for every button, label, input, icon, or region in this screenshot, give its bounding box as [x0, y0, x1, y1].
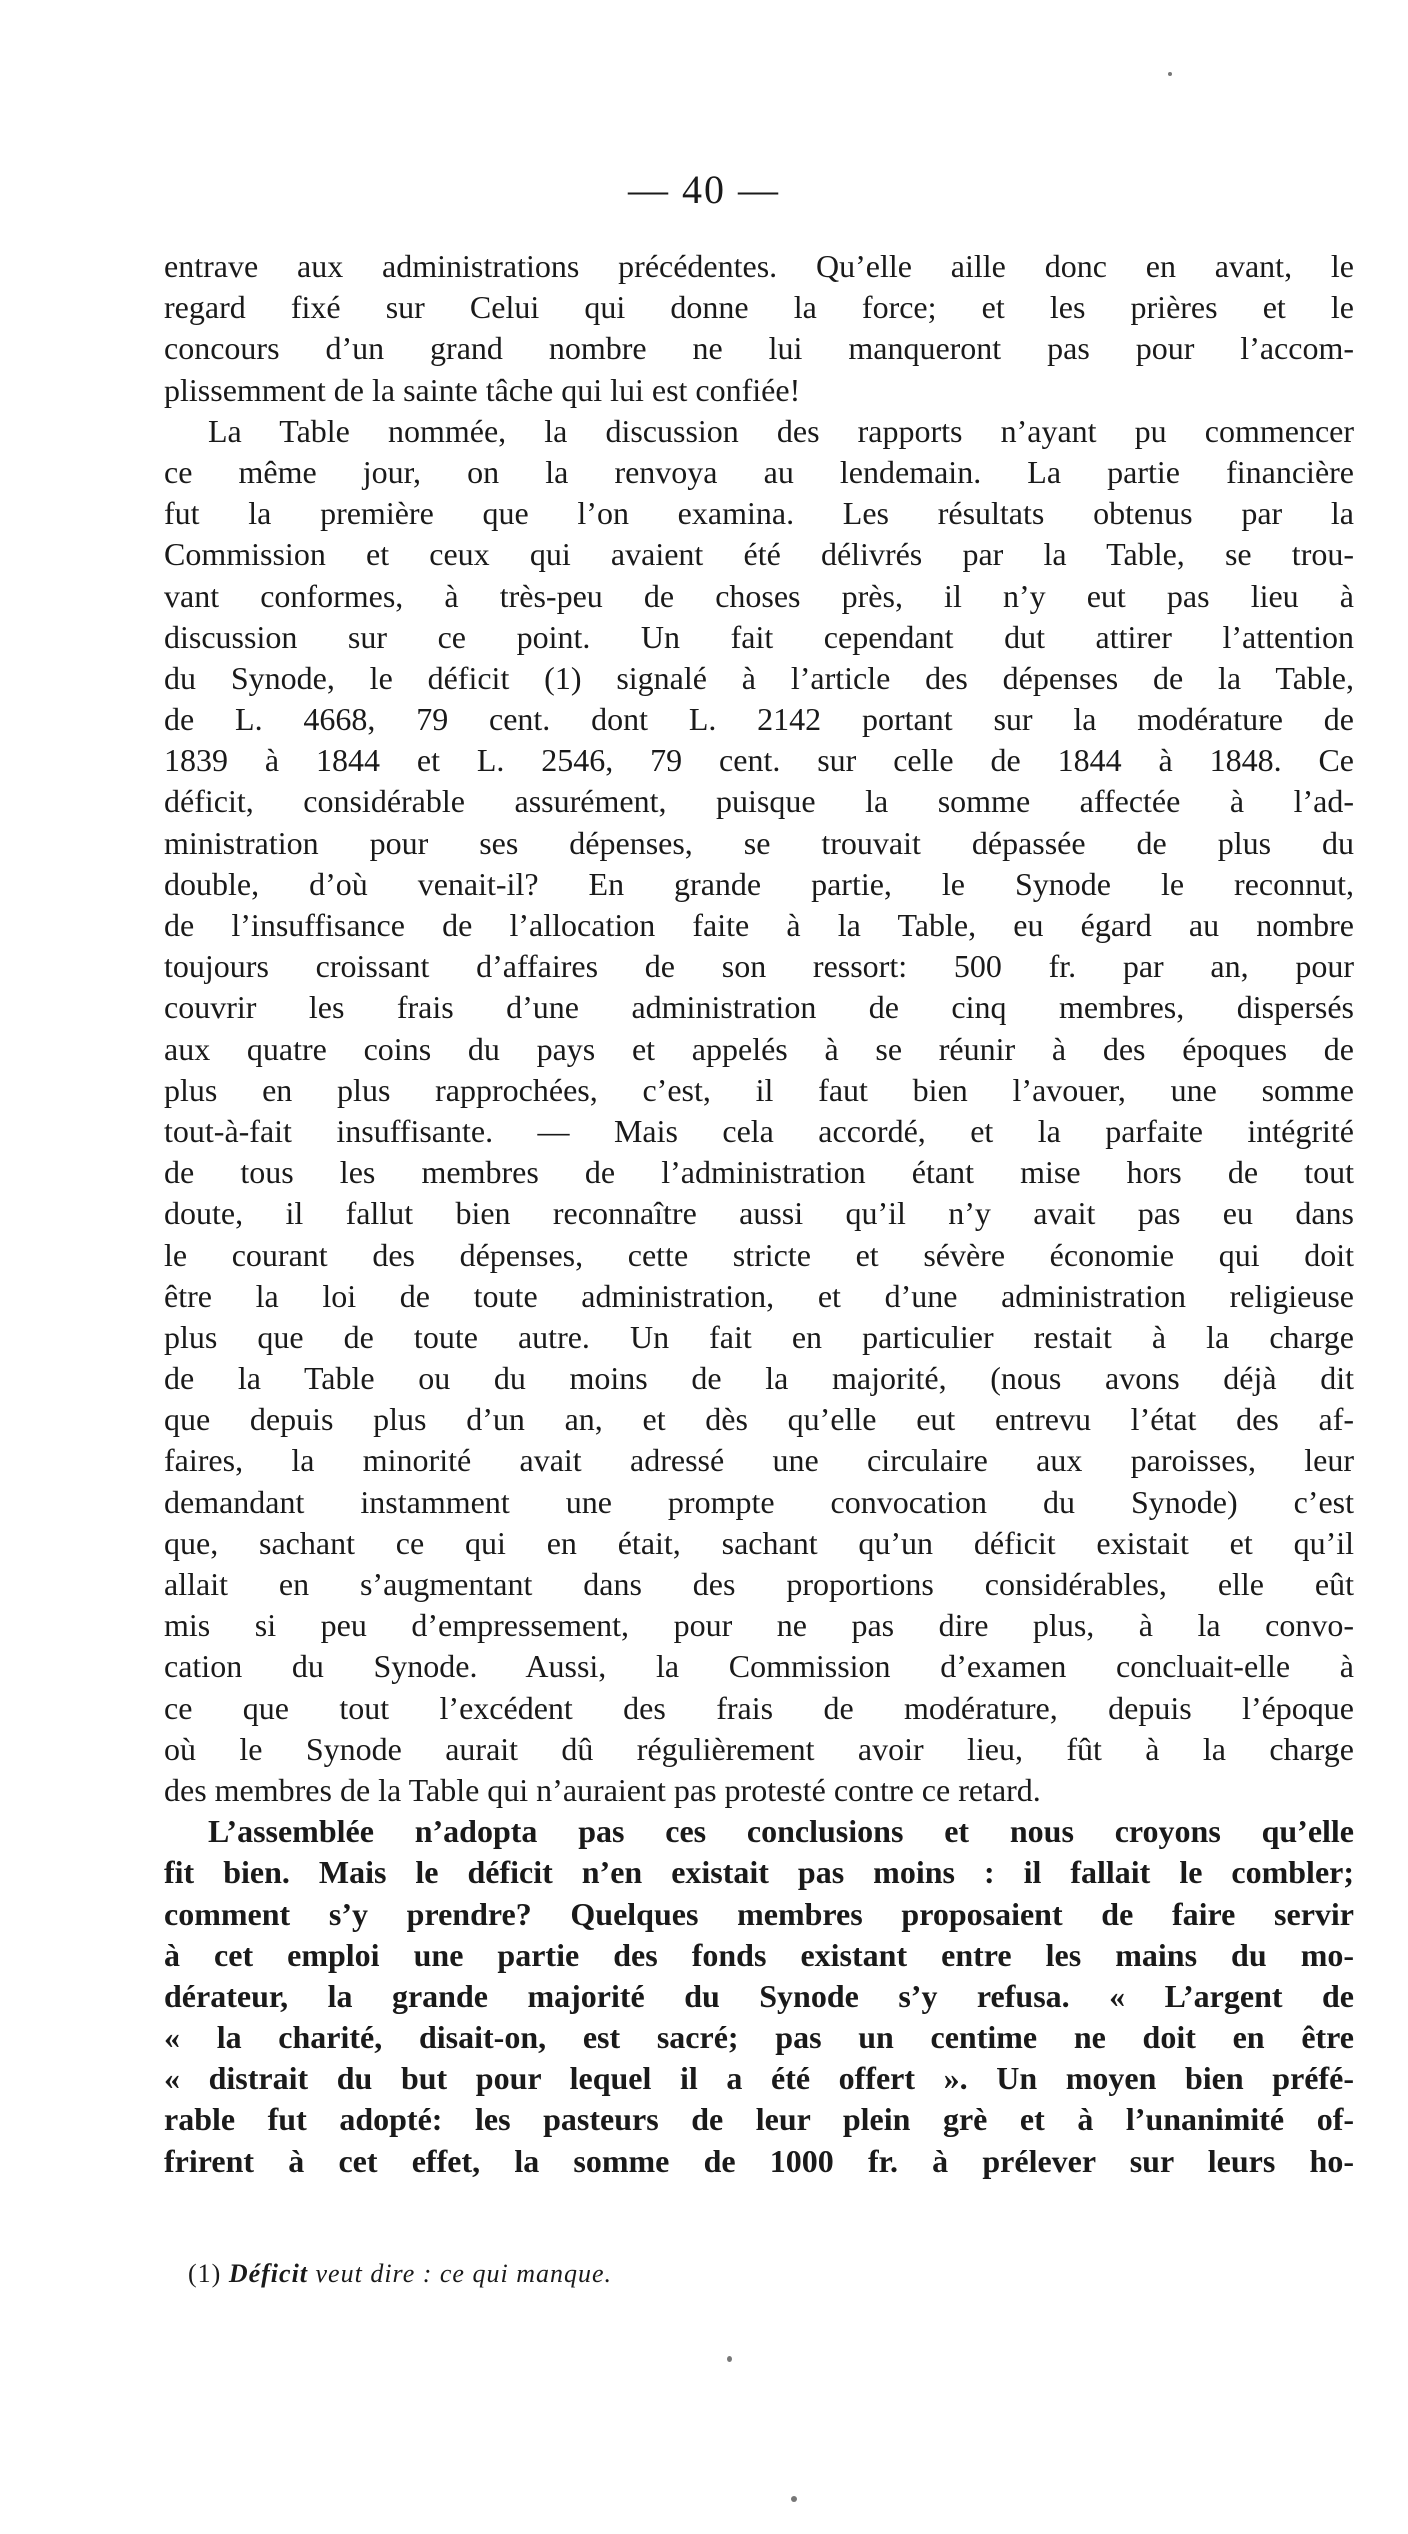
text-line: plissemment de la sainte tâche qui lui est confiée!: [164, 371, 801, 408]
text-line: regard fixé sur Celui qui donne la force; et les prières et le: [164, 289, 1354, 326]
text-line: plus que de toute autre. Un fait en particulier restait à la charge: [164, 1318, 1354, 1355]
scan-speck: [791, 2496, 797, 2502]
text-line: dérateur, la grande majorité du Synode s’y refusa. « L’argent de: [164, 1977, 1354, 2014]
text-line: de l’insuffisance de l’allocation faite à la Table, eu égard au nombre: [164, 907, 1354, 943]
text-line: tout-à-fait insuffisante. — Mais cela accordé, et la parfaite intégrité: [164, 1112, 1354, 1149]
text-line: aux quatre coins du pays et appelés à se réunir à des époques de: [164, 1030, 1354, 1067]
footnote-term: Déficit: [228, 2259, 309, 2288]
footnote-text: veut dire : ce qui manque.: [315, 2259, 613, 2288]
text-line: où le Synode aurait dû régulièrement avoir lieu, fût à la charge: [164, 1730, 1354, 1767]
text-line: concours d’un grand nombre ne lui manqueront pas pour l’accom-: [164, 330, 1354, 367]
text-line: « distrait du but pour lequel il a été offert ». Un moyen bien préfé-: [164, 2060, 1354, 2097]
text-line: Commission et ceux qui avaient été délivrés par la Table, se trou-: [164, 536, 1354, 573]
text-line: toujours croissant d’affaires de son ressort: 500 fr. par an, pour: [164, 948, 1354, 985]
text-line: doute, il fallut bien reconnaître aussi qu’il n’y avait pas eu dans: [164, 1195, 1354, 1232]
footnote-marker: (1): [188, 2259, 222, 2288]
text-line: vant conformes, à très-peu de choses près, il n’y eut pas lieu à: [164, 577, 1354, 614]
text-line: demandant instamment une prompte convocation du Synode) c’est: [164, 1483, 1354, 1520]
text-line: ce que tout l’excédent des frais de modérature, depuis l’époque: [164, 1689, 1354, 1726]
text-line: couvrir les frais d’une administration de cinq membres, dispersés: [164, 989, 1354, 1026]
text-line: le courant des dépenses, cette stricte et sévère économie qui doit: [164, 1236, 1354, 1273]
scan-speck: [1168, 72, 1172, 76]
text-line: frirent à cet effet, la somme de 1000 fr. à prélever sur leurs ho-: [164, 2142, 1354, 2179]
text-line: mis si peu d’empressement, pour ne pas dire plus, à la convo-: [164, 1607, 1354, 1644]
text-line: que, sachant ce qui en était, sachant qu’un déficit existait et qu’il: [164, 1524, 1354, 1561]
text-line: que depuis plus d’un an, et dès qu’elle eut entrevu l’état des af-: [164, 1401, 1354, 1438]
text-line: L’assemblée n’adopta pas ces conclusions et nous croyons qu’elle: [208, 1813, 1354, 1850]
text-line: du Synode, le déficit (1) signalé à l’article des dépenses de la Table,: [164, 659, 1354, 696]
text-line: des membres de la Table qui n’auraient pas protesté contre ce retard.: [164, 1771, 1041, 1808]
body-text: [164, 246, 1354, 2182]
text-line: comment s’y prendre? Quelques membres proposaient de faire servir: [164, 1895, 1354, 1932]
text-line: rable fut adopté: les pasteurs de leur plein grè et à l’unanimité of-: [164, 2101, 1354, 2138]
text-line: cation du Synode. Aussi, la Commission d’examen concluait-elle à: [164, 1648, 1354, 1685]
text-line: La Table nommée, la discussion des rapports n’ayant pu commencer: [208, 412, 1354, 449]
text-line: ministration pour ses dépenses, se trouvait dépassée de plus du: [164, 824, 1354, 861]
text-line: faires, la minorité avait adressé une circulaire aux paroisses, leur: [164, 1442, 1354, 1479]
text-line: déficit, considérable assurément, puisque la somme affectée à l’ad-: [164, 783, 1354, 820]
text-line: « la charité, disait-on, est sacré; pas un centime ne doit en être: [164, 2019, 1354, 2056]
footnote: [188, 2258, 612, 2290]
text-line: de tous les membres de l’administration étant mise hors de tout: [164, 1154, 1354, 1191]
text-line: 1839 à 1844 et L. 2546, 79 cent. sur celle de 1844 à 1848. Ce: [164, 742, 1354, 779]
text-line: fit bien. Mais le déficit n’en existait pas moins : il fallait le combler;: [164, 1854, 1354, 1891]
page-number: — 40 —: [628, 167, 780, 212]
text-line: allait en s’augmentant dans des proportions considérables, elle eût: [164, 1566, 1354, 1602]
text-line: fut la première que l’on examina. Les résultats obtenus par la: [164, 495, 1354, 532]
text-line: à cet emploi une partie des fonds existant entre les mains du mo-: [164, 1936, 1354, 1973]
scan-speck: [727, 2356, 732, 2362]
text-line: discussion sur ce point. Un fait cependant dut attirer l’attention: [164, 618, 1354, 655]
text-line: de la Table ou du moins de la majorité, (nous avons déjà dit: [164, 1360, 1354, 1397]
text-line: entrave aux administrations précédentes. Qu’elle aille donc en avant, le: [164, 248, 1354, 284]
text-line: ce même jour, on la renvoya au lendemain. La partie financière: [164, 453, 1354, 490]
text-line: plus en plus rapprochées, c’est, il faut bien l’avouer, une somme: [164, 1071, 1354, 1108]
text-line: de L. 4668, 79 cent. dont L. 2142 portant sur la modérature de: [164, 701, 1354, 738]
text-line: être la loi de toute administration, et d’une administration religieuse: [164, 1277, 1354, 1314]
text-line: double, d’où venait-il? En grande partie, le Synode le reconnut,: [164, 865, 1354, 902]
